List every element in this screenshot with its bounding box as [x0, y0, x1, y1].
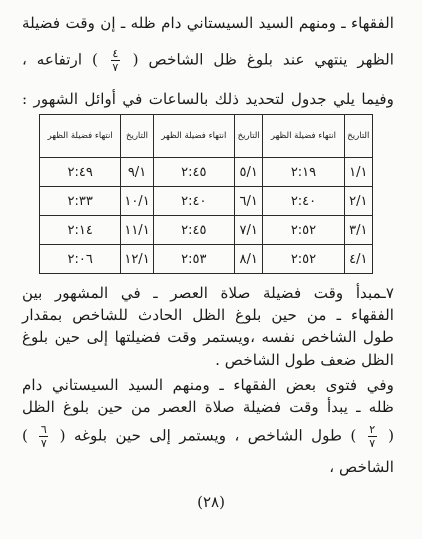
- table-row: [40, 187, 373, 216]
- text-line-2-end: ) ارتفاعه ،: [22, 50, 98, 69]
- text-line-11: الشاخص ،: [329, 458, 394, 476]
- fraction-six-sevenths: [39, 424, 48, 449]
- text-line-2-start: الظهر ينتهي عند بلوغ ظل الشاخص (: [132, 50, 395, 69]
- header-date: التاريخ: [344, 115, 372, 158]
- text-line-10-middle: ) طول الشاخص ، ويستمر إلى حين بلوغه (: [59, 426, 357, 445]
- fraction-numerator: ٤: [112, 47, 119, 60]
- text-line-2: [22, 48, 394, 73]
- text-line-8: وفي فتوى بعض الفقهاء ـ ومنهم السيد السيستاني دام: [22, 376, 394, 394]
- table-cell: ٢:٤٩: [40, 158, 121, 187]
- table-row: [40, 216, 373, 245]
- text-line-7: الظل ضعف طول الشاخص .: [215, 351, 394, 369]
- table-cell: ١١/١: [121, 216, 153, 245]
- table-cell: ٤/١: [344, 245, 372, 274]
- table-row: [40, 245, 373, 274]
- prayer-times-table: [39, 114, 373, 274]
- fraction-denominator: ٧: [40, 437, 47, 450]
- table-cell: ٢:٤٥: [153, 158, 234, 187]
- table-cell: ٩/١: [121, 158, 153, 187]
- fraction-denominator: ٧: [112, 61, 119, 74]
- table-cell: ٢:٤٠: [153, 187, 234, 216]
- table-cell: ٨/١: [234, 245, 262, 274]
- text-line-10: [22, 424, 394, 449]
- header-dhuhr-end: انتهاء فضيلة الظهر: [40, 115, 121, 158]
- table-cell: ٢:٥٢: [263, 216, 344, 245]
- text-line-9: ظله ـ يبدأ وقت فضيلة صلاة العصر من حين بلوغ الظل: [22, 398, 394, 416]
- header-date: التاريخ: [121, 115, 153, 158]
- table-cell: ٢:٤٠: [263, 187, 344, 216]
- table-cell: ٢:١٤: [40, 216, 121, 245]
- table-cell: ٥/١: [234, 158, 262, 187]
- text-line-4: ٧ـمبدأ وقت فضيلة صلاة العصر ـ في المشهور بين: [22, 284, 394, 302]
- header-dhuhr-end: انتهاء فضيلة الظهر: [263, 115, 344, 158]
- table-cell: ١٢/١: [121, 245, 153, 274]
- table-cell: ١/١: [344, 158, 372, 187]
- table-cell: ٢:٥٣: [153, 245, 234, 274]
- page-number: (٢٨): [197, 493, 225, 511]
- text-line-1: الفقهاء ـ ومنهم السيد السيستاني دام ظله ـ إن وقت فضيلة: [22, 14, 394, 32]
- text-line-3: وفيما يلي جدول لتحديد ذلك بالساعات في أوائل الشهور :: [22, 90, 394, 108]
- table-cell: ٢:٤٥: [153, 216, 234, 245]
- fraction-two-sevenths: [368, 424, 377, 449]
- open-paren: (: [388, 426, 394, 445]
- table-cell: ٢:٠٦: [40, 245, 121, 274]
- table-row: [40, 158, 373, 187]
- close-paren: ): [22, 426, 28, 445]
- table-cell: ٢/١: [344, 187, 372, 216]
- fraction-four-sevenths: [111, 48, 120, 73]
- table-cell: ٣/١: [344, 216, 372, 245]
- fraction-numerator: ٢: [369, 423, 376, 436]
- table-header-row: [40, 115, 373, 158]
- table-cell: ٧/١: [234, 216, 262, 245]
- fraction-numerator: ٦: [40, 423, 47, 436]
- text-line-5: الفقهاء ـ من حين بلوغ الظل الحادث للشاخص بمقدار: [22, 306, 394, 324]
- table-cell: ٦/١: [234, 187, 262, 216]
- table-cell: ١٠/١: [121, 187, 153, 216]
- table-cell: ٢:٥٢: [263, 245, 344, 274]
- table-cell: ٢:١٩: [263, 158, 344, 187]
- fraction-denominator: ٧: [369, 437, 376, 450]
- header-date: التاريخ: [234, 115, 262, 158]
- header-dhuhr-end: انتهاء فضيلة الظهر: [153, 115, 234, 158]
- table-cell: ٢:٣٣: [40, 187, 121, 216]
- text-line-6: طول الشاخص نفسه ،ويستمر وقت فضيلتها إلى حين بلوغ: [22, 328, 394, 346]
